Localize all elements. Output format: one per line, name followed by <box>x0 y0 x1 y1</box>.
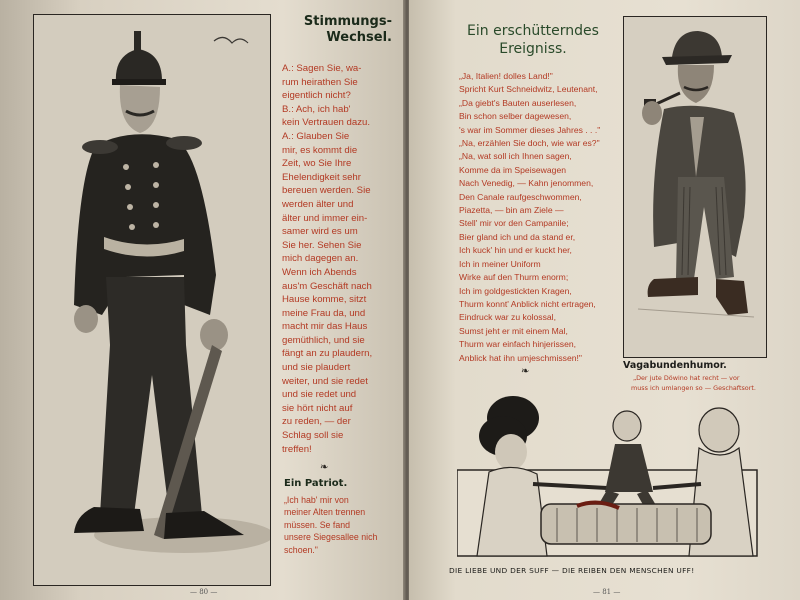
heading-line-1: Stimmungs- <box>303 14 392 29</box>
patriot-text <box>284 494 388 556</box>
stimmungswechsel-text <box>282 62 384 456</box>
right-page <box>409 0 800 600</box>
patriot-line: „Ich hab' mir von <box>284 495 349 505</box>
poem-line: „Na, wat soll ich Ihnen sagen, <box>459 151 572 162</box>
prose-line: rum heirathen Sie <box>282 76 358 88</box>
prose-line: samer wird es um <box>282 226 358 238</box>
vagabond-illustration <box>623 16 767 358</box>
prose-line: bereuen werden. Sie <box>282 185 371 197</box>
prose-line: Wenn ich Abends <box>282 266 357 278</box>
prose-line: A.: Glauben Sie <box>282 130 350 142</box>
heading-line-1: Ein erschütterndes <box>467 23 599 39</box>
prose-line: Zeit, wo Sie Ihre <box>282 158 352 170</box>
patriot-line: meiner Alten trennen <box>284 507 366 518</box>
prose-line: kein Vertrauen dazu. <box>282 117 371 129</box>
vagabond-subcaption-2: muss ich umlangen so — Geschaftsort. <box>631 384 756 392</box>
prose-line: zu reden, — der <box>282 416 351 428</box>
prose-line: macht mir das Haus <box>282 321 368 333</box>
poem-line: Sumst jeht er mit einem Mal, <box>459 325 568 336</box>
poem-line: „Na, erzählen Sie doch, wie war es?" <box>459 138 600 149</box>
poem-line: Bin schon selber dagewesen, <box>459 111 572 122</box>
prose-line: fängt an zu plaudern, <box>282 348 373 360</box>
prose-line: Hause komme, sitzt <box>282 294 367 306</box>
prose-line: und sie plaudert <box>282 362 351 374</box>
poem-line: Den Canale raufgeschwommen, <box>459 191 582 202</box>
poem-line: Thurm konnt' Anblick nicht ertragen, <box>459 298 596 309</box>
vagabond-caption: Vagabundenhumor. <box>623 360 727 371</box>
poem-line: „Da giebt's Bauten auserlesen, <box>459 97 577 108</box>
prose-line: mir, es kommt die <box>282 144 358 156</box>
prose-line: gemüthlich, und sie <box>282 334 365 346</box>
prose-line: älter und immer ein- <box>282 212 368 224</box>
poem-line: Stell' mir vor den Campanile; <box>459 218 569 229</box>
poem-line: Komme da im Speisewagen <box>459 164 566 175</box>
poem-line: Anblick hat ihn umjeschmissen!" <box>459 352 582 363</box>
vignette-ornament: ❧ <box>521 366 530 377</box>
poem-line: Ich im goldgestickten Kragen, <box>459 285 572 296</box>
prose-line: Ehelendigkeit sehr <box>282 171 361 183</box>
poem-line: 's war im Sommer dieses Jahres . . ." <box>459 124 601 135</box>
prose-line: treffen! <box>282 443 312 455</box>
prose-line: sie hört nicht auf <box>282 402 353 414</box>
poem-line: Eindruck war zu kolossal, <box>459 312 556 323</box>
patriot-line: unsere Siegesallee nich <box>284 532 378 543</box>
love-and-drink-caption: DIE LIEBE UND DER SUFF — DIE REIBEN DEN MENSCHEN UFF! <box>449 566 695 575</box>
prose-line: meine Frau da, und <box>282 307 366 319</box>
ereigniss-poem <box>459 70 600 365</box>
page-number-left: — 80 — <box>190 588 218 596</box>
prose-line: eigentlich nicht? <box>282 90 351 102</box>
poem-line: Ich in meiner Uniform <box>459 258 541 269</box>
prose-line: und sie redet und <box>282 389 357 401</box>
poem-line: Nach Venedig, — Kahn jenommen, <box>459 178 594 189</box>
soldier-illustration <box>33 14 271 586</box>
prose-line: Schlag soll sie <box>282 430 344 442</box>
poem-line: Bier gland ich und da stand er, <box>459 231 576 242</box>
patriot-line: müssen. Se fand <box>284 519 351 530</box>
page-number-right: — 81 — <box>593 588 621 596</box>
prose-line: weiter, und sie redet <box>282 375 368 387</box>
stimmungswechsel-heading <box>282 14 392 46</box>
prose-line: Sie her. Sehen Sie <box>282 239 362 251</box>
prose-line: mich dagegen an. <box>282 253 359 265</box>
heading-line-2: Ereigniss. <box>499 41 567 57</box>
love-and-drink-illustration <box>457 392 765 558</box>
heading-line-2: Wechsel. <box>326 30 392 45</box>
vignette-ornament: ❧ <box>320 462 329 473</box>
ereigniss-heading <box>453 22 613 58</box>
poem-line: Ich kuck' hin und er kuckt her, <box>459 245 572 256</box>
patriot-heading: Ein Patriot. <box>284 478 348 489</box>
poem-line: Spricht Kurt Schneidwitz, Leutenant, <box>459 84 598 95</box>
vagabond-subcaption-1: „Der jute Döwino hat recht — vor <box>633 374 740 382</box>
poem-line: Thurm war einfach hinjerissen, <box>459 339 577 350</box>
prose-line: werden älter und <box>282 198 354 210</box>
prose-line: B.: Ach, ich hab' <box>282 103 351 115</box>
poem-line: „Ja, Italien! dolles Land!" <box>459 71 553 81</box>
patriot-line: schoen." <box>284 544 318 555</box>
prose-line: A.: Sagen Sie, wa- <box>282 63 362 74</box>
poem-line: Wirke auf den Thurm enorm; <box>459 272 569 283</box>
poem-line: Piazetta, — bin am Ziele — <box>459 205 564 216</box>
prose-line: aus'm Geschäft nach <box>282 280 372 292</box>
